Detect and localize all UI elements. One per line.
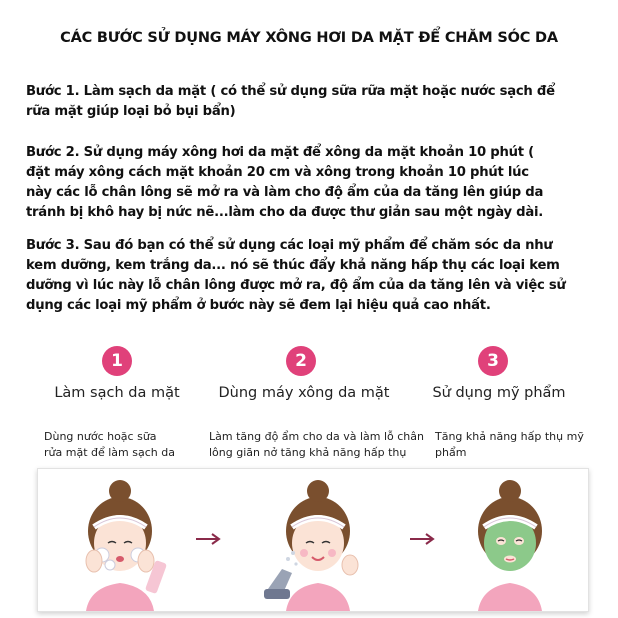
step-1-paragraph: [26, 82, 591, 122]
description-line: Làm tăng độ ẩm cho da và làm lỗ chân: [209, 430, 424, 443]
step-1-title: Làm sạch da mặt: [54, 385, 180, 401]
description-line: lông giãn nở tăng khả năng hấp thụ: [209, 446, 407, 459]
description-line: rửa mặt để làm sạch da: [44, 446, 175, 459]
step-2-badge: 2: [286, 346, 316, 376]
description-line: Dùng nước hoặc sữa: [44, 430, 157, 443]
description-line: phẩm: [435, 446, 467, 459]
arrow-right-icon: [196, 534, 219, 544]
step-3-badge: 3: [478, 346, 508, 376]
arrow-right-icon: [410, 534, 433, 544]
washing-face-illustration: [86, 480, 167, 611]
paragraph-line: rữa mặt giúp loại bỏ bụi bẩn): [26, 104, 236, 119]
paragraph-line: dụng các loại mỹ phẩm ở bước này sẽ đem lại hiệu quả cao nhất.: [26, 298, 491, 313]
step-3-description: [435, 429, 600, 461]
steaming-face-illustration: [264, 480, 358, 611]
paragraph-line: Bước 1. Làm sạch da mặt ( có thể sử dụng sữa rữa mặt hoặc nước sạch để: [26, 84, 555, 99]
paragraph-line: kem dưỡng, kem trắng da... nó sẽ thúc đẩy khả năng hấp thụ các loại kem: [26, 258, 560, 273]
step-2-title: Dùng máy xông da mặt: [218, 385, 390, 401]
paragraph-line: tránh bị khô hay bị nức nẽ...làm cho da được thư giản sau một ngày dài.: [26, 205, 543, 220]
step-3-paragraph: [26, 236, 591, 316]
paragraph-line: Bước 3. Sau đó bạn có thể sử dụng các loại mỹ phẩm để chăm sóc da như: [26, 238, 553, 253]
step-1-badge: 1: [102, 346, 132, 376]
paragraph-line: dưỡng vì lúc này lỗ chân lông được mở ra, độ ẩm của da tăng lên và việc sử: [26, 278, 566, 293]
paragraph-line: đặt máy xông cách mặt khoản 20 cm và xông trong khoản 10 phút lúc: [26, 165, 529, 180]
paragraph-line: này các lỗ chân lông sẽ mở ra và làm cho độ ẩm của da tăng lên giúp da: [26, 185, 544, 200]
step-2-description: [209, 429, 434, 461]
step-1-description: [44, 429, 204, 461]
page-title: CÁC BƯỚC SỬ DỤNG MÁY XÔNG HƠI DA MẶT ĐỂ CHĂM SÓC DA: [60, 30, 558, 46]
face-mask-illustration: [478, 480, 542, 611]
illustration-panel: [37, 468, 589, 612]
paragraph-line: Bước 2. Sử dụng máy xông hơi da mặt để xông da mặt khoản 10 phút (: [26, 145, 534, 160]
step-2-paragraph: [26, 143, 591, 223]
description-line: Tăng khả năng hấp thụ mỹ: [435, 430, 584, 443]
step-3-title: Sử dụng mỹ phẩm: [432, 385, 566, 401]
illustration-svg: [38, 469, 588, 611]
